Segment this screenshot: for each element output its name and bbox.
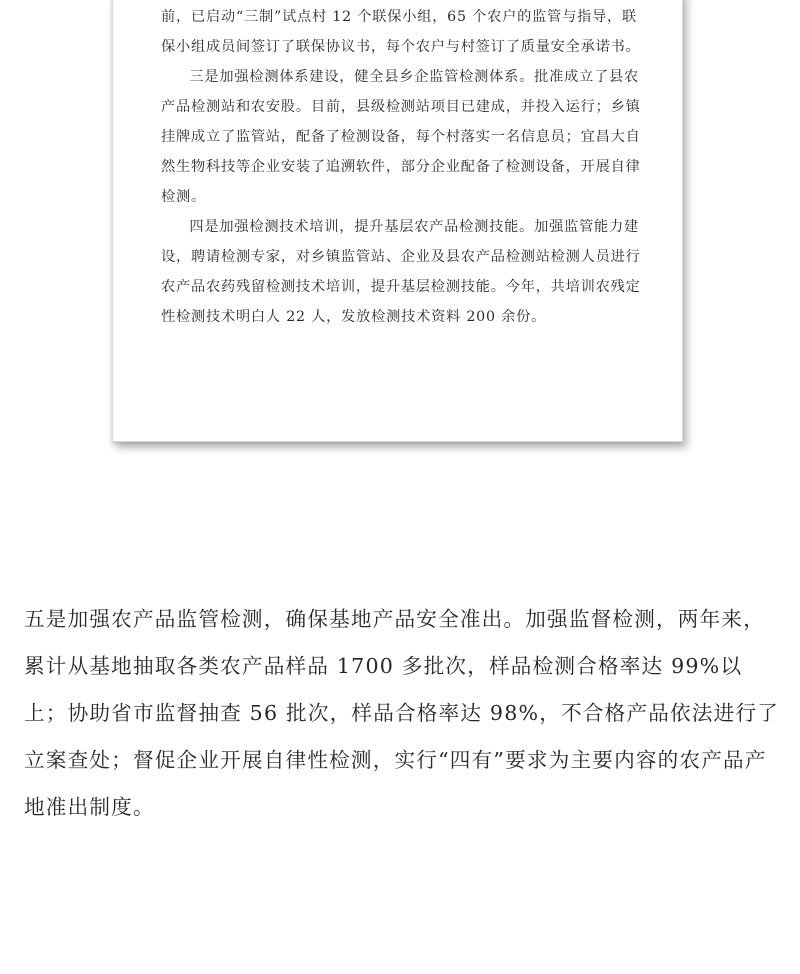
page-paragraph-2: 三是加强检测体系建设，健全县乡企监管检测体系。批准成立了县农产品检测站和农安股。目前，县级检测站项目已建成，并投入运行；乡镇挂牌成立了监管站，配备了检测设备，每个村落实一名信息员；宜昌大自然生物科技等企业安装了追溯软件，部分企业配备了检测设备，开展自律检测。	[161, 69, 641, 205]
main-paragraph: 五是加强农产品监管检测，确保基地产品安全准出。加强监督检测，两年来，累计从基地抽取各类农产品样品 1700 多批次，样品检测合格率达 99%以上；协助省市监督抽查 56 批次，样品合格率达 98%，不合格产品依法进行了立案查处；督促企业开展自律性检测，实行“四有”要求为主要内容的农产品产地准出制度。	[24, 607, 780, 819]
document-page-preview	[112, 0, 683, 442]
page-paragraph-3: 四是加强检测技术培训，提升基层农产品检测技能。加强监管能力建设，聘请检测专家，对乡镇监管站、企业及县农产品检测站检测人员进行农产品农药残留检测技术培训，提升基层检测技能。今年，共培训农残定性检测技术明白人 22 人，发放检测技术资料 200 余份。	[161, 219, 641, 325]
document-page-body	[161, 2, 644, 332]
page-paragraph-1: 前，已启动“三制”试点村 12 个联保小组，65 个农户的监管与指导，联保小组成员间签订了联保协议书，每个农户与村签订了质量安全承诺书。	[161, 9, 641, 55]
